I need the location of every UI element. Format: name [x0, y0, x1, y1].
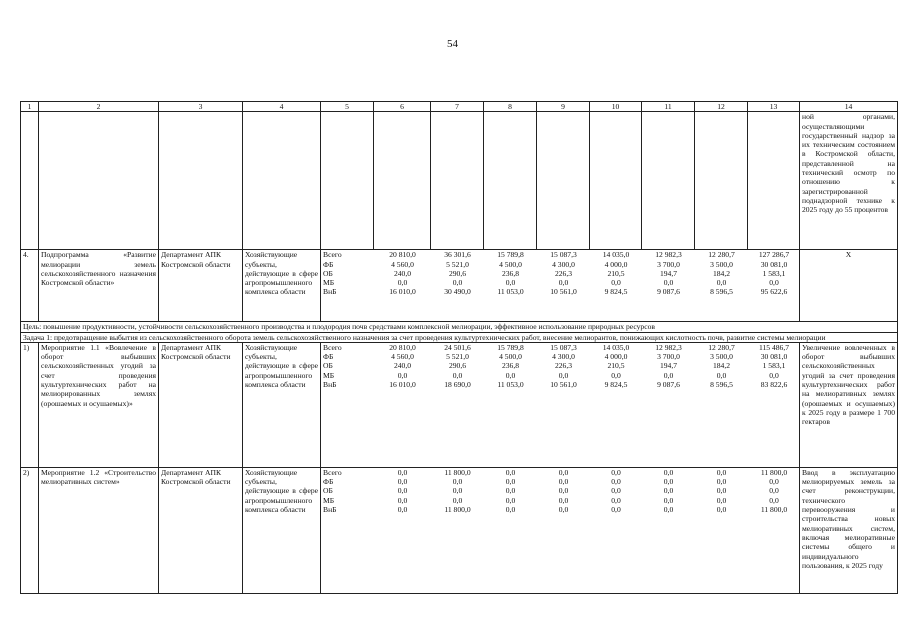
funding-value: 0,0	[452, 278, 463, 288]
funding-value: 0,0	[558, 486, 569, 496]
funding-value: 14 035,0	[602, 250, 630, 260]
header-cell: 5	[321, 102, 374, 112]
header-cell: 13	[748, 102, 800, 112]
funding-value: 226,3	[554, 361, 573, 371]
funding-value: 0,0	[769, 370, 779, 380]
funding-value: 0,0	[452, 495, 463, 505]
row-number: 1)	[21, 342, 39, 467]
header-cell: 3	[159, 102, 243, 112]
funding-value: 12 982,3	[655, 250, 682, 260]
funding-value: 3 700,0	[657, 259, 680, 269]
header-cell: 4	[243, 102, 321, 112]
participants: Хозяйствующие субъекты, действующие в сфере агропромышленного комплекса области	[243, 467, 321, 593]
funding-value: 36 301,6	[444, 250, 471, 260]
funding-value: 0,0	[663, 486, 674, 496]
funding-value: 1 583,1	[762, 361, 786, 371]
continuation-text: ной органами, осуществляющими государственный надзор за их техническим состоянием в Костромской области, представленной на технический осмотр по отношению к зарегистрированной поднадзорной технике к 2025 году до 55 процентов	[800, 112, 898, 250]
funding-value: 0,0	[397, 467, 408, 477]
funding-value: 0,0	[505, 467, 516, 477]
funding-value: 30 490,0	[444, 287, 471, 297]
funding-value: 11 053,0	[497, 287, 524, 297]
funding-value: 11 800,0	[444, 467, 471, 477]
funding-value: 0,0	[505, 278, 516, 288]
funding-value: 0,0	[716, 505, 727, 515]
funding-value: 1 583,1	[762, 268, 786, 278]
funding-row	[321, 486, 800, 495]
subprogram-name: Подпрограмма «Развитие мелиорации земель сельскохозяйственного назначения Костромской области»	[39, 250, 159, 322]
funding-value: 12 280,7	[708, 342, 735, 352]
header-cell: 7	[431, 102, 484, 112]
funding-row	[321, 380, 800, 389]
funding-value: 0,0	[505, 495, 516, 505]
funding-value: 236,8	[501, 361, 520, 371]
funding-source: МБ	[323, 278, 335, 288]
funding-value: 11 800,0	[760, 505, 788, 515]
funding-value: 0,0	[716, 477, 727, 487]
funding-value: 0,0	[611, 495, 621, 505]
funding-value: 4 300,0	[552, 259, 575, 269]
funding-value: 4 560,0	[391, 259, 414, 269]
header-cell: 9	[537, 102, 590, 112]
funding-value: 0,0	[663, 505, 674, 515]
funding-value: 95 622,6	[760, 287, 788, 297]
funding-value: 240,0	[393, 268, 412, 278]
header-cell: 2	[39, 102, 159, 112]
funding-value: 15 789,8	[497, 342, 524, 352]
page-number: 54	[447, 38, 458, 50]
header-cell: 1	[21, 102, 39, 112]
executor: Департамент АПК Костромской области	[159, 342, 243, 467]
funding-row	[321, 371, 800, 380]
funding-value: 0,0	[611, 486, 621, 496]
goal-text: Цель: повышение продуктивности, устойчивости сельскохозяйственного производства и плодородия почв средствами комплексной мелиорации, эффективное использование природных ресурсов	[21, 322, 898, 332]
funding-block	[321, 342, 800, 467]
funding-value: 0,0	[769, 495, 779, 505]
participants: Хозяйствующие субъекты, действующие в сфере агропромышленного комплекса области	[243, 342, 321, 467]
measure-row	[21, 342, 898, 467]
funding-value: 184,2	[712, 361, 731, 371]
funding-value: 12 982,3	[655, 342, 682, 352]
funding-row	[321, 496, 800, 505]
funding-source: ФБ	[323, 259, 334, 269]
continuation-row	[21, 112, 898, 250]
row-number: 2)	[21, 467, 39, 593]
funding-source: ВнБ	[323, 380, 337, 390]
measure-row	[21, 467, 898, 593]
funding-value: 0,0	[558, 467, 569, 477]
funding-value: 0,0	[558, 477, 569, 487]
subprogram-row	[21, 250, 898, 322]
funding-value: 0,0	[397, 370, 408, 380]
funding-value: 24 501,6	[444, 342, 471, 352]
funding-source: ОБ	[323, 268, 333, 278]
funding-value: 0,0	[611, 477, 621, 487]
funding-value: 240,0	[393, 361, 412, 371]
task-row	[21, 332, 898, 342]
funding-value: 8 596,5	[710, 380, 733, 390]
header-cell: 14	[800, 102, 898, 112]
funding-value: 0,0	[611, 467, 621, 477]
funding-value: 14 035,0	[602, 342, 630, 352]
funding-value: 0,0	[663, 370, 674, 380]
funding-value: 5 521,0	[446, 352, 469, 362]
funding-value: 0,0	[716, 370, 727, 380]
funding-value: 290,6	[448, 268, 467, 278]
header-cell: 6	[374, 102, 431, 112]
funding-value: 0,0	[769, 477, 779, 487]
funding-row	[321, 361, 800, 370]
funding-value: 115 486,7	[758, 342, 790, 352]
task-text: Задача 1: предотвращение выбытия из сельскохозяйственного оборота земель сельскохозяйственного назначения за счет проведения культуртехнических работ, внесение мелиорантов, понижающих кислотность почв, развитие системы мелиорации	[21, 332, 898, 342]
expected-result: Ввод в эксплуатацию мелиорируемых земель за счет реконструкции, технического перевооружения и строительства новых мелиоративных систем, включая мелиоративные системы общего и индивидуального пользования, к 2025 году	[800, 467, 898, 593]
header-cell: 8	[484, 102, 537, 112]
funding-value: 236,8	[501, 268, 520, 278]
funding-value: 0,0	[663, 495, 674, 505]
funding-value: 0,0	[558, 495, 569, 505]
funding-value: 0,0	[397, 278, 408, 288]
goal-row	[21, 322, 898, 332]
funding-value: 20 810,0	[389, 342, 416, 352]
header-row	[21, 102, 898, 112]
funding-value: 0,0	[611, 505, 621, 515]
funding-value: 0,0	[611, 278, 621, 288]
funding-value: 0,0	[663, 477, 674, 487]
funding-value: 0,0	[505, 486, 516, 496]
funding-value: 194,7	[659, 268, 678, 278]
funding-value: 11 800,0	[444, 505, 471, 515]
funding-source: ФБ	[323, 477, 334, 487]
funding-row	[321, 352, 800, 361]
funding-row	[321, 260, 800, 269]
funding-value: 210,5	[607, 268, 625, 278]
funding-value: 0,0	[505, 477, 516, 487]
funding-value: 4 560,0	[391, 352, 414, 362]
funding-value: 9 087,6	[657, 380, 680, 390]
executor: Департамент АПК Костромской области	[159, 250, 243, 322]
program-table	[20, 101, 898, 594]
funding-source: ВнБ	[323, 505, 337, 515]
funding-value: 0,0	[558, 370, 569, 380]
expected-result: Х	[800, 250, 898, 322]
funding-source: МБ	[323, 495, 335, 505]
funding-row	[321, 477, 800, 486]
funding-value: 4 300,0	[552, 352, 575, 362]
funding-table	[321, 343, 800, 389]
funding-value: 8 596,5	[710, 287, 733, 297]
funding-source: ВнБ	[323, 287, 337, 297]
funding-value: 0,0	[716, 495, 727, 505]
funding-value: 5 521,0	[446, 259, 469, 269]
funding-value: 30 081,0	[760, 259, 788, 269]
funding-value: 15 789,8	[497, 250, 524, 260]
measure-name: Мероприятие 1.2 «Строительство мелиоративных систем»	[39, 467, 159, 593]
funding-value: 127 286,7	[758, 250, 790, 260]
funding-value: 0,0	[663, 467, 674, 477]
funding-value: 0,0	[452, 370, 463, 380]
funding-block	[321, 250, 800, 322]
funding-row	[321, 343, 800, 352]
funding-value: 12 280,7	[708, 250, 735, 260]
funding-row	[321, 287, 800, 296]
funding-value: 30 081,0	[760, 352, 788, 362]
funding-source: МБ	[323, 370, 335, 380]
funding-value: 0,0	[397, 495, 408, 505]
funding-row	[321, 269, 800, 278]
funding-source: ОБ	[323, 361, 333, 371]
funding-value: 0,0	[397, 505, 408, 515]
funding-source: Всего	[323, 342, 342, 352]
funding-value: 4 500,0	[499, 259, 522, 269]
funding-value: 3 500,0	[710, 259, 733, 269]
funding-value: 16 010,0	[389, 287, 416, 297]
funding-row	[321, 250, 800, 259]
funding-value: 0,0	[505, 370, 516, 380]
funding-source: ФБ	[323, 352, 334, 362]
funding-value: 15 087,3	[550, 250, 577, 260]
funding-row	[321, 278, 800, 287]
funding-value: 0,0	[716, 486, 727, 496]
funding-block	[321, 467, 800, 593]
funding-value: 18 690,0	[444, 380, 471, 390]
funding-value: 9 824,5	[604, 380, 628, 390]
funding-value: 226,3	[554, 268, 573, 278]
funding-value: 0,0	[452, 477, 463, 487]
funding-value: 210,5	[607, 361, 625, 371]
funding-source: Всего	[323, 250, 342, 260]
header-cell: 11	[642, 102, 695, 112]
funding-value: 9 824,5	[604, 287, 628, 297]
row-number: 4.	[21, 250, 39, 322]
funding-value: 0,0	[558, 278, 569, 288]
funding-value: 0,0	[505, 505, 516, 515]
funding-row	[321, 468, 800, 477]
funding-table	[321, 468, 800, 514]
funding-value: 0,0	[611, 370, 621, 380]
funding-source: Всего	[323, 467, 342, 477]
funding-value: 9 087,6	[657, 287, 680, 297]
funding-value: 0,0	[716, 467, 727, 477]
funding-value: 3 700,0	[657, 352, 680, 362]
funding-value: 10 561,0	[550, 380, 577, 390]
header-cell: 12	[695, 102, 748, 112]
header-cell: 10	[590, 102, 642, 112]
participants: Хозяйствующие субъекты, действующие в сфере агропромышленного комплекса области	[243, 250, 321, 322]
funding-value: 15 087,3	[550, 342, 577, 352]
funding-value: 0,0	[769, 486, 779, 496]
funding-value: 0,0	[397, 486, 408, 496]
funding-value: 4 000,0	[604, 352, 628, 362]
funding-value: 0,0	[663, 278, 674, 288]
funding-row	[321, 505, 800, 514]
funding-value: 0,0	[558, 505, 569, 515]
expected-result: Увеличение вовлеченных в оборот выбывших сельскохозяйственных угодий за счет проведения культуртехнических работ на мелиоративных землях (орошаемых и осушаемых) к 2025 году в размере 1 700 гектаров	[800, 342, 898, 467]
funding-source: ОБ	[323, 486, 333, 496]
funding-value: 83 822,6	[760, 380, 788, 390]
funding-value: 184,2	[712, 268, 731, 278]
measure-name: Мероприятие 1.1 «Вовлечение в оборот выбывших сельскохозяйственных угодий за счет проведения культуртехнических работ на мелиорированных землях (орошаемых и осушаемых)»	[39, 342, 159, 467]
funding-value: 11 053,0	[497, 380, 524, 390]
funding-value: 0,0	[716, 278, 727, 288]
funding-table	[321, 250, 800, 296]
funding-value: 20 810,0	[389, 250, 416, 260]
funding-value: 0,0	[452, 486, 463, 496]
funding-value: 194,7	[659, 361, 678, 371]
funding-value: 16 010,0	[389, 380, 416, 390]
funding-value: 0,0	[769, 278, 779, 288]
funding-value: 3 500,0	[710, 352, 733, 362]
funding-value: 4 000,0	[604, 259, 628, 269]
funding-value: 290,6	[448, 361, 467, 371]
funding-value: 11 800,0	[760, 467, 788, 477]
funding-value: 10 561,0	[550, 287, 577, 297]
funding-value: 0,0	[397, 477, 408, 487]
executor: Департамент АПК Костромской области	[159, 467, 243, 593]
funding-value: 4 500,0	[499, 352, 522, 362]
